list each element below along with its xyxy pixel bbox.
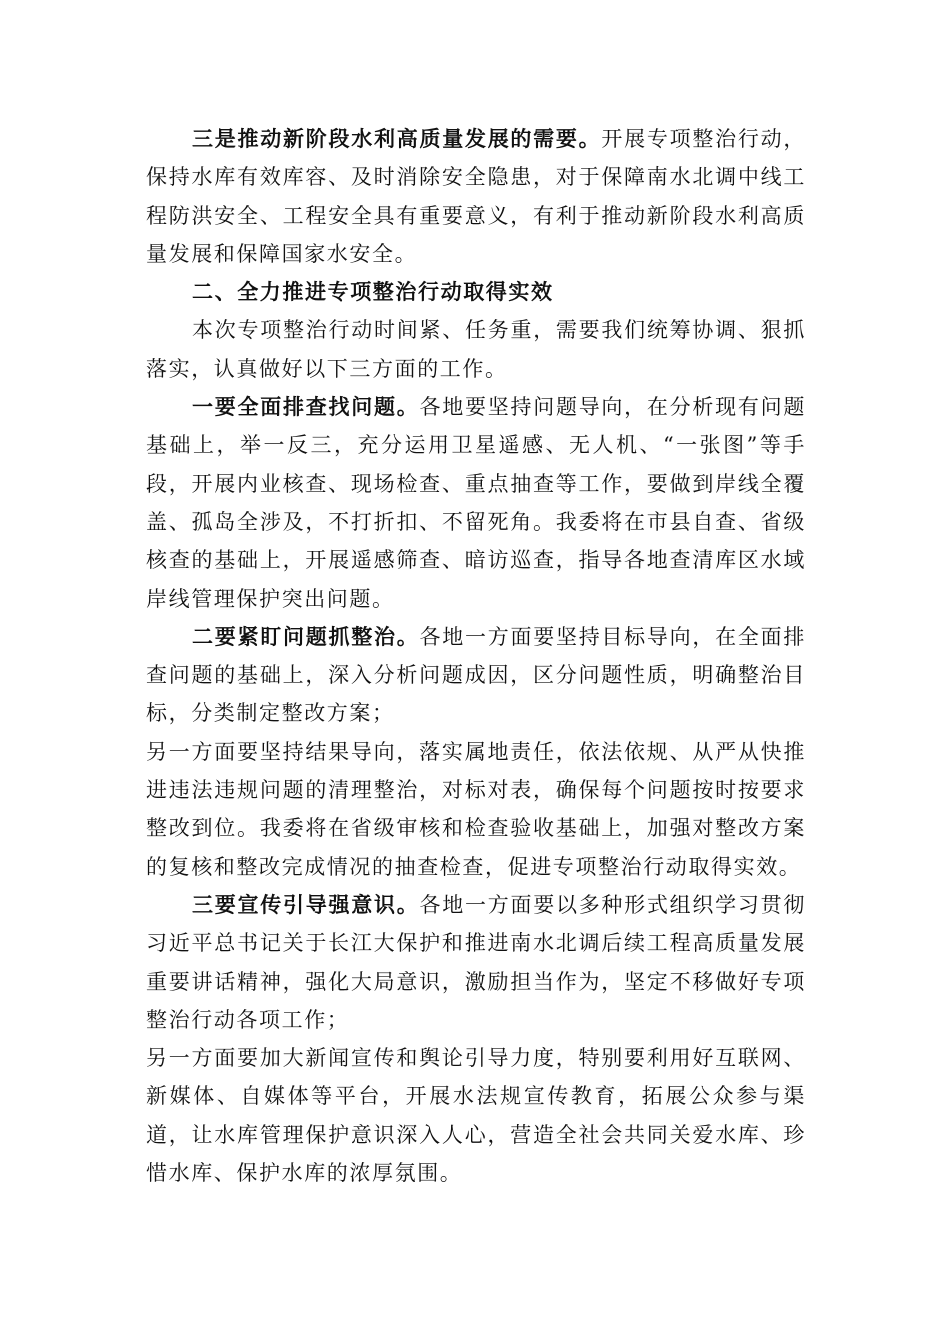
paragraph-task-two	[146, 618, 806, 733]
paragraph-intro	[146, 311, 806, 388]
paragraph-text: 本次专项整治行动时间紧、任务重，需要我们统筹协调、狠抓落实，认真做好以下三方面的工作。	[146, 318, 806, 381]
document-body	[146, 120, 806, 1192]
paragraph-text: 另一方面要加大新闻宣传和舆论引导力度，特别要利用好互联网、新媒体、自媒体等平台，开展水法规宣传教育，拓展公众参与渠道，让水库管理保护意识深入人心，营造全社会共同关爱水库、珍惜水库、保护水库的浓厚氛围。	[146, 1046, 806, 1186]
paragraph-text: 各地要坚持问题导向，在分析现有问题基础上，举一反三，充分运用卫星遥感、无人机、“一张图”等手段，开展内业核查、现场检查、重点抽查等工作，要做到岸线全覆盖、孤岛全涉及，不打折扣、不留死角。我委将在市县自查、省级核查的基础上，开展遥感筛查、暗访巡查，指导各地查清库区水域岸线管理保护突出问题。	[146, 395, 807, 611]
section-heading: 二、全力推进专项整治行动取得实效	[192, 279, 554, 305]
paragraph-text: 各地一方面要坚持目标导向，在全面排查问题的基础上，深入分析问题成因，区分问题性质，明确整治目标，分类制定整改方案；	[146, 624, 807, 726]
paragraph-task-one	[146, 388, 806, 618]
paragraph-lead: 三是推动新阶段水利高质量发展的需要。	[192, 126, 602, 151]
paragraph-lead: 一要全面排查找问题。	[192, 394, 420, 420]
paragraph-third-need	[146, 120, 806, 273]
paragraph-task-three-continued	[146, 1039, 806, 1192]
paragraph-task-three	[146, 886, 806, 1039]
paragraph-task-two-continued	[146, 733, 806, 886]
paragraph-text: 另一方面要坚持结果导向，落实属地责任，依法依规、从严从快推进违法违规问题的清理整治，对标对表，确保每个问题按时按要求整改到位。我委将在省级审核和检查验收基础上，加强对整改方案的复核和整改完成情况的抽查检查，促进专项整治行动取得实效。	[146, 739, 806, 879]
paragraph-lead: 二要紧盯问题抓整治。	[192, 623, 420, 649]
paragraph-text: 开展专项整治行动，保持水库有效库容、及时消除安全隐患，对于保障南水北调中线工程防洪安全、工程安全具有重要意义，有利于推动新阶段水利高质量发展和保障国家水安全。	[146, 127, 806, 266]
paragraph-lead: 三要宣传引导强意识。	[192, 891, 420, 917]
paragraph-text: 各地一方面要以多种形式组织学习贯彻习近平总书记关于长江大保护和推进南水北调后续工程高质量发展重要讲话精神，强化大局意识，激励担当作为，坚定不移做好专项整治行动各项工作；	[146, 892, 807, 1032]
